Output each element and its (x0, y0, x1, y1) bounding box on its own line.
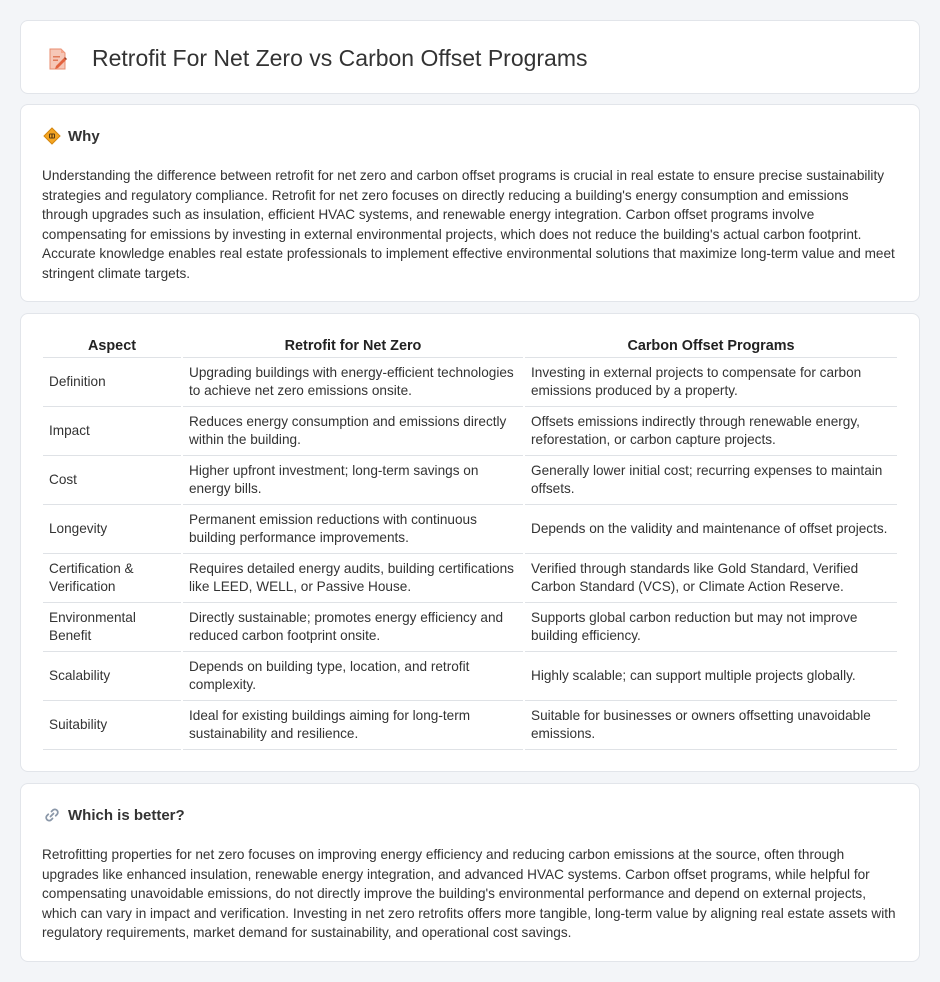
which-is-better-section (20, 783, 920, 962)
retrofit-cell: Permanent emission reductions with continuous building performance improvements. (183, 505, 523, 554)
offset-cell: Highly scalable; can support multiple projects globally. (525, 652, 897, 701)
offset-cell: Generally lower initial cost; recurring expenses to maintain offsets. (525, 456, 897, 505)
why-section (20, 104, 920, 302)
offset-cell: Depends on the validity and maintenance of offset projects. (525, 505, 897, 554)
comparison-table (41, 336, 899, 750)
table-row (43, 701, 897, 750)
diamond-sign-icon (43, 127, 61, 145)
page-title: Retrofit For Net Zero vs Carbon Offset Programs (92, 45, 588, 71)
table-row (43, 603, 897, 652)
offset-cell: Offsets emissions indirectly through renewable energy, reforestation, or carbon capture projects. (525, 407, 897, 456)
better-heading-text: Which is better? (68, 806, 185, 824)
comparison-table-card (20, 313, 920, 772)
retrofit-cell: Higher upfront investment; long-term savings on energy bills. (183, 456, 523, 505)
aspect-cell: Suitability (43, 701, 181, 750)
retrofit-cell: Upgrading buildings with energy-efficient technologies to achieve net zero emissions onsite. (183, 358, 523, 407)
offset-cell: Suitable for businesses or owners offsetting unavoidable emissions. (525, 701, 897, 750)
document-edit-icon (47, 47, 69, 71)
aspect-cell: Cost (43, 456, 181, 505)
column-header-offset: Carbon Offset Programs (525, 336, 897, 358)
better-heading (43, 806, 185, 824)
retrofit-cell: Depends on building type, location, and retrofit complexity. (183, 652, 523, 701)
column-header-aspect: Aspect (43, 336, 181, 358)
aspect-cell: Definition (43, 358, 181, 407)
aspect-cell: Longevity (43, 505, 181, 554)
retrofit-cell: Ideal for existing buildings aiming for long-term sustainability and resilience. (183, 701, 523, 750)
retrofit-cell: Directly sustainable; promotes energy efficiency and reduced carbon footprint onsite. (183, 603, 523, 652)
retrofit-cell: Reduces energy consumption and emissions directly within the building. (183, 407, 523, 456)
table-row (43, 652, 897, 701)
why-heading (43, 127, 100, 145)
column-header-retrofit: Retrofit for Net Zero (183, 336, 523, 358)
offset-cell: Investing in external projects to compensate for carbon emissions produced by a property. (525, 358, 897, 407)
offset-cell: Supports global carbon reduction but may not improve building efficiency. (525, 603, 897, 652)
better-paragraph: Retrofitting properties for net zero focuses on improving energy efficiency and reducing carbon emissions at the source, often through upgrades like enhanced insulation, renewable energy integration, and advanced HVAC systems. Carbon offset programs, while helpful for compensating unavoidable emissions, do not directly improve the building's environmental performance and depend on external projects, which can vary in impact and verification. Investing in net zero retrofits offers more tangible, long-term value by aligning real estate assets with regulatory requirements, market demand for sustainability, and operational cost savings. (42, 847, 896, 940)
aspect-cell: Certification & Verification (43, 554, 181, 603)
why-paragraph: Understanding the difference between retrofit for net zero and carbon offset programs is crucial in real estate to ensure precise sustainability strategies and regulatory compliance. Retrofit for net zero focuses on directly reducing a building's energy consumption and emissions through upgrades such as insulation, efficient HVAC systems, and renewable energy integration. Carbon offset programs involve compensating for emissions by investing in external environmental projects, which does not reduce the building's actual carbon footprint. Accurate knowledge enables real estate professionals to implement effective environmental solutions that maximize long-term value and meet stringent climate targets. (42, 168, 895, 281)
aspect-cell: Impact (43, 407, 181, 456)
aspect-cell: Environmental Benefit (43, 603, 181, 652)
table-row (43, 407, 897, 456)
table-row (43, 554, 897, 603)
aspect-cell: Scalability (43, 652, 181, 701)
why-heading-text: Why (68, 127, 100, 145)
header-card (20, 20, 920, 94)
table-row (43, 456, 897, 505)
offset-cell: Verified through standards like Gold Standard, Verified Carbon Standard (VCS), or Climate Action Reserve. (525, 554, 897, 603)
retrofit-cell: Requires detailed energy audits, building certifications like LEED, WELL, or Passive House. (183, 554, 523, 603)
table-row (43, 505, 897, 554)
link-icon (43, 806, 61, 824)
table-header-row (43, 336, 897, 358)
table-row (43, 358, 897, 407)
